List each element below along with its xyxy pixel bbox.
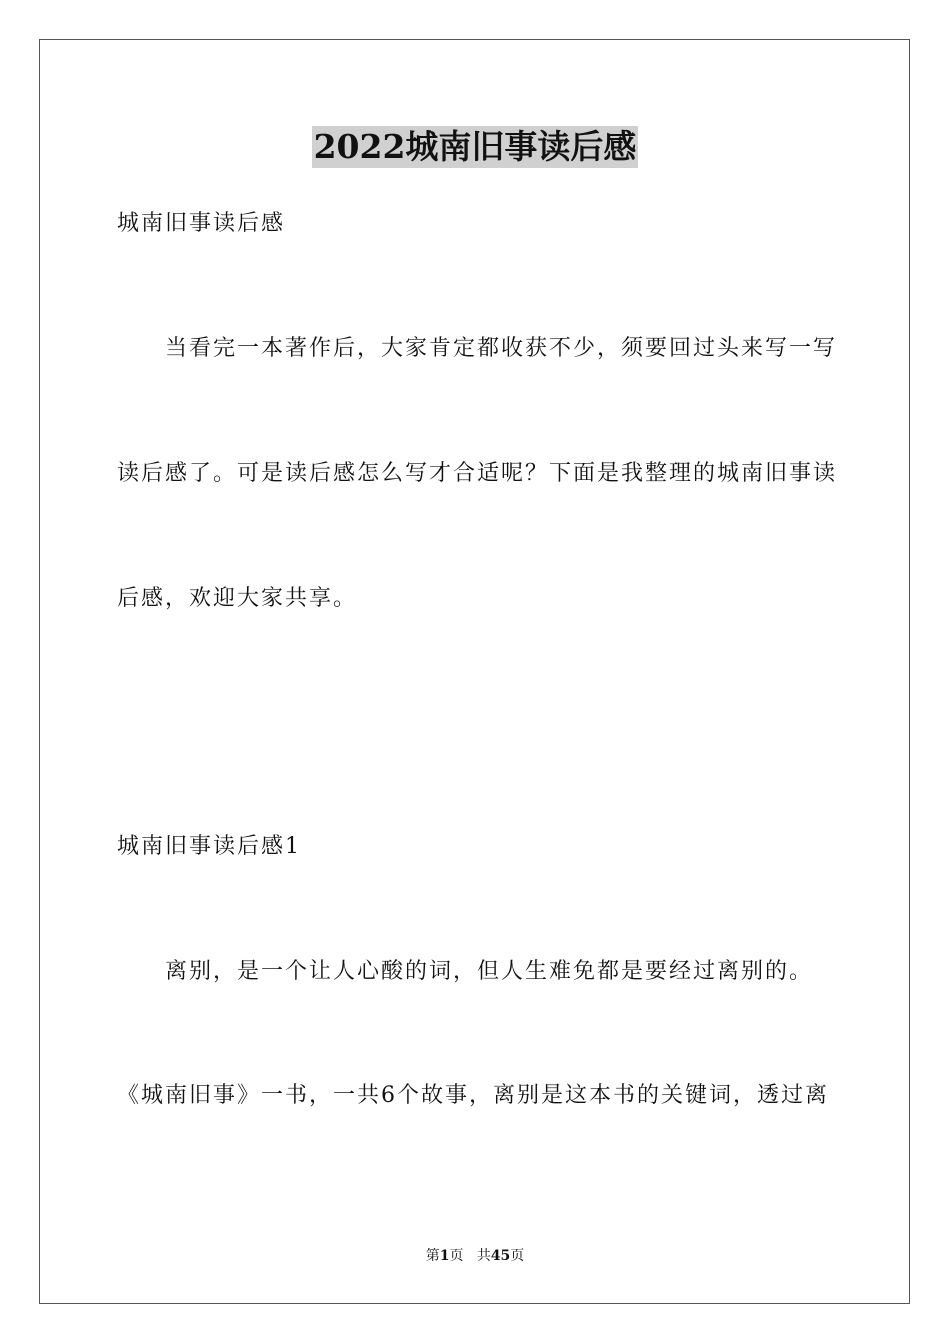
paragraph-line: 当看完一本著作后，大家肯定都收获不少，须要回过头来写一写: [165, 336, 838, 361]
page-number: 1: [439, 1248, 450, 1264]
paragraph-line: 《城南旧事》一书，一共6个故事，离别是这本书的关键词，透过离: [117, 1083, 829, 1108]
paragraph-line: 后感，欢迎大家共享。: [117, 586, 358, 611]
document-title: 2022城南旧事读后感: [313, 127, 637, 166]
paragraph-line: 读后感了。可是读后感怎么写才合适呢？下面是我整理的城南旧事读: [117, 461, 838, 486]
total-suffix: 页: [510, 1248, 525, 1264]
section-heading: 城南旧事读后感1: [117, 834, 301, 859]
page-prefix: 第: [425, 1248, 440, 1264]
subtitle-line: 城南旧事读后感: [117, 211, 286, 236]
page-suffix: 页: [449, 1248, 464, 1264]
total-prefix: 共: [476, 1248, 491, 1264]
title-container: [0, 126, 950, 168]
page-footer: [0, 1246, 950, 1266]
paragraph-line: 离别，是一个让人心酸的词，但人生难免都是要经过离别的。: [165, 959, 814, 984]
total-pages: 45: [490, 1248, 511, 1264]
